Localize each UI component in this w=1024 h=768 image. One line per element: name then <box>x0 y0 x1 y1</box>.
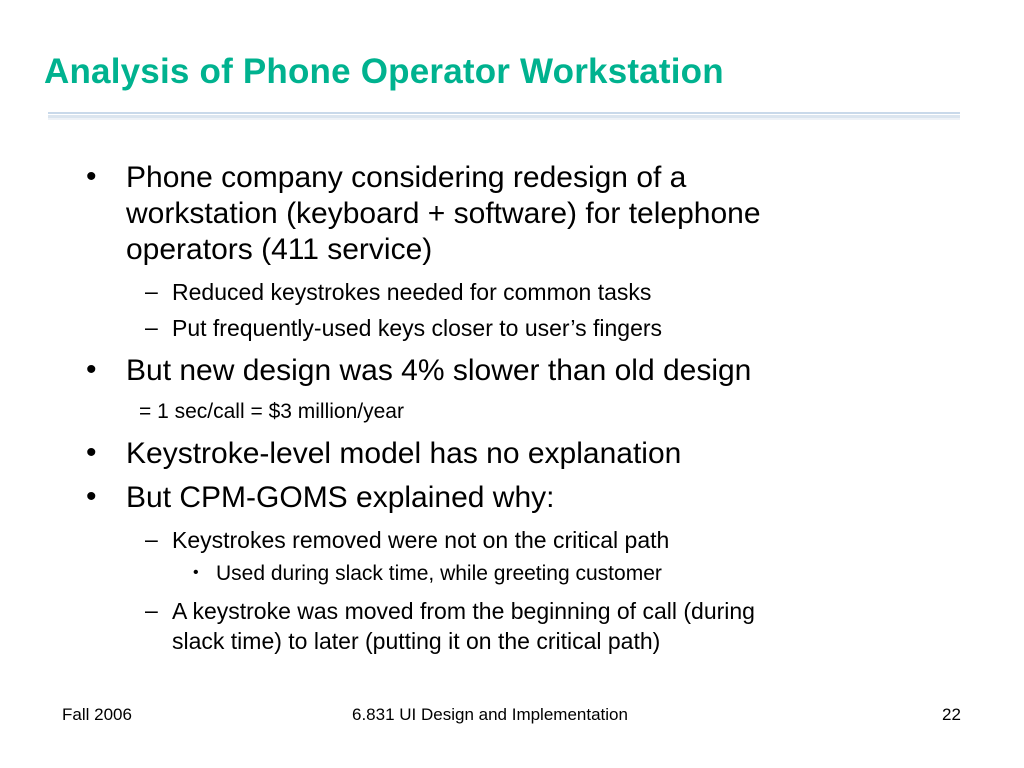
bullet-1-line-2: workstation (keyboard + software) for telephone <box>126 197 761 230</box>
sub-item: Keystrokes removed were not on the critical path <box>172 527 670 553</box>
sub-item-line-1: A keystroke was moved from the beginning of call (during <box>172 598 755 624</box>
bullet-2-note: = 1 sec/call = $3 million/year <box>139 400 404 423</box>
slide-title: Analysis of Phone Operator Workstation <box>44 52 724 91</box>
sub-sub-item: Used during slack time, while greeting customer <box>216 562 662 585</box>
dash-marker: – <box>145 597 158 623</box>
title-divider <box>48 112 960 120</box>
bullet-marker: • <box>86 160 97 193</box>
sub-item-line-2: slack time) to later (putting it on the critical path) <box>172 628 661 654</box>
bullet-4-text: But CPM-GOMS explained why: <box>126 481 555 514</box>
sub-item: Reduced keystrokes needed for common tasks <box>172 279 652 305</box>
bullet-1-line-3: operators (411 service) <box>126 233 433 266</box>
dash-marker: – <box>145 278 158 304</box>
footer-center: 6.831 UI Design and Implementation <box>352 705 628 724</box>
dash-marker: – <box>145 314 158 340</box>
bullet-marker: • <box>86 436 97 469</box>
sub-item: Put frequently-used keys closer to user’s fingers <box>172 315 663 341</box>
bullet-marker: • <box>86 480 97 513</box>
footer-left: Fall 2006 <box>62 705 132 724</box>
bullet-1-line-1: Phone company considering redesign of a <box>126 161 687 194</box>
page-number: 22 <box>942 705 961 724</box>
bullet-marker: • <box>86 353 97 386</box>
dash-marker: – <box>145 526 158 552</box>
bullet-2-text: But new design was 4% slower than old design <box>126 354 752 387</box>
bullet-3-text: Keystroke-level model has no explanation <box>126 437 682 470</box>
bullet-marker: • <box>193 564 199 581</box>
